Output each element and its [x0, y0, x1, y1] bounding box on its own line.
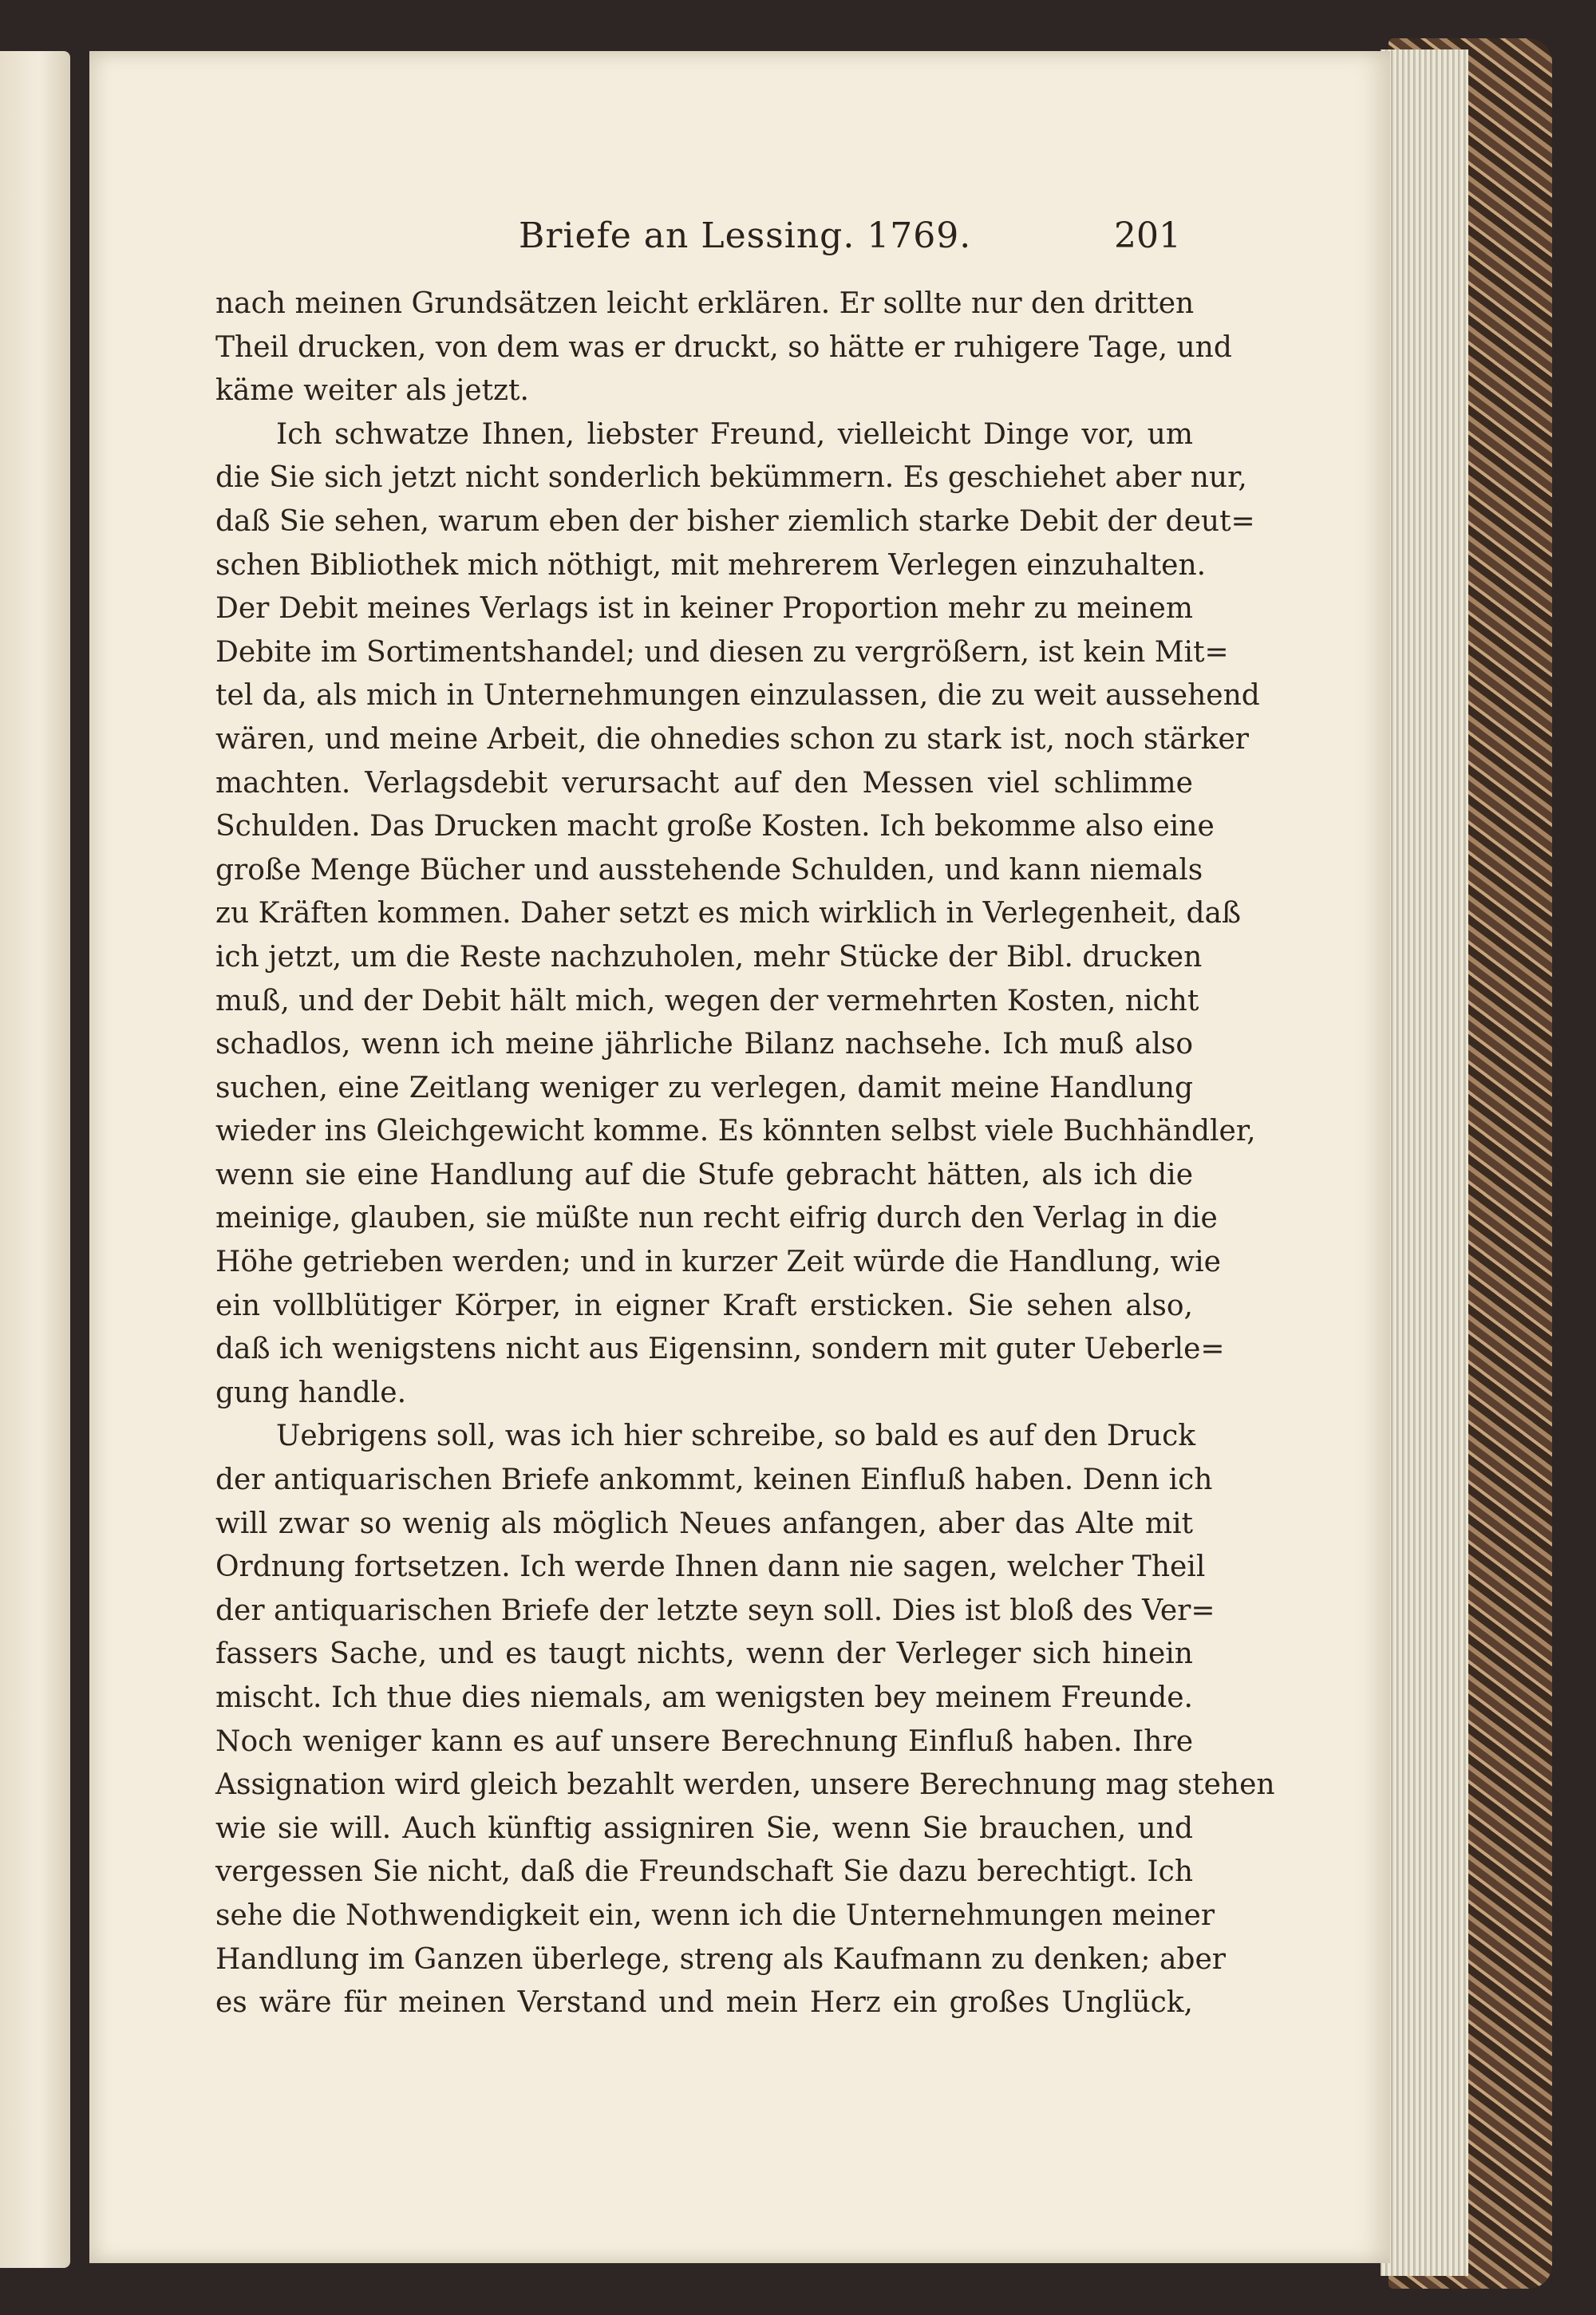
running-title: Briefe an Lessing. 1769. — [519, 215, 972, 256]
page-header — [519, 215, 1181, 260]
text-line: käme weiter als jetzt. — [215, 374, 529, 408]
page-number: 201 — [1114, 215, 1181, 256]
text-line: ein vollblütiger Körper, in eigner Kraft ersticken. Sie sehen also, — [215, 1289, 1193, 1322]
text-line: es wäre für meinen Verstand und mein Herz ein großes Unglück, — [215, 1986, 1193, 2020]
text-line: große Menge Bücher und ausstehende Schulden, und kann niemals — [215, 853, 1203, 887]
text-line: wie sie will. Auch künftig assigniren Sie, wenn Sie brauchen, und — [215, 1811, 1193, 1845]
text-line: Uebrigens soll, was ich hier schreibe, so bald es auf den Druck — [276, 1420, 1196, 1453]
text-line: vergessen Sie nicht, daß die Freundschaft Sie dazu berechtigt. Ich — [215, 1855, 1193, 1889]
text-line: Ich schwatze Ihnen, liebster Freund, vielleicht Dinge vor, um — [276, 417, 1193, 451]
text-line: mischt. Ich thue dies niemals, am wenigsten bey meinem Freunde. — [215, 1681, 1193, 1714]
text-line: Noch weniger kann es auf unsere Berechnung Einfluß haben. Ihre — [215, 1724, 1193, 1758]
text-line: zu Kräften kommen. Daher setzt es mich wirklich in Verlegenheit, daß — [215, 897, 1242, 930]
text-line: wären, und meine Arbeit, die ohnedies schon zu stark ist, noch stärker — [215, 722, 1249, 756]
text-line: Schulden. Das Drucken macht große Kosten. Ich bekomme also eine — [215, 810, 1215, 843]
text-line: Ordnung fortsetzen. Ich werde Ihnen dann nie sagen, welcher Theil — [215, 1551, 1206, 1584]
text-line: will zwar so wenig als möglich Neues anfangen, aber das Alte mit — [215, 1507, 1193, 1540]
text-line: daß Sie sehen, warum eben der bisher ziemlich starke Debit der deut= — [215, 504, 1255, 538]
text-line: schen Bibliothek mich nöthigt, mit mehrerem Verlegen einzuhalten. — [215, 548, 1207, 582]
text-line: sehe die Nothwendigkeit ein, wenn ich die Unternehmungen meiner — [215, 1898, 1215, 1932]
body-text — [215, 282, 1275, 2025]
text-line: Theil drucken, von dem was er druckt, so hätte er ruhigere Tage, und — [215, 330, 1232, 364]
text-line: nach meinen Grundsätzen leicht erklären. Er sollte nur den dritten — [215, 287, 1195, 320]
text-line: der antiquarischen Briefe ankommt, keinen Einfluß haben. Denn ich — [215, 1464, 1213, 1497]
page-edges — [1381, 49, 1468, 2276]
text-line: schadlos, wenn ich meine jährliche Bilanz nachsehe. Ich muß also — [215, 1028, 1193, 1061]
text-line: suchen, eine Zeitlang weniger zu verlegen, damit meine Handlung — [215, 1071, 1193, 1104]
text-line: Höhe getrieben werden; und in kurzer Zeit würde die Handlung, wie — [215, 1246, 1221, 1279]
text-line: Handlung im Ganzen überlege, streng als Kaufmann zu denken; aber — [215, 1942, 1226, 1976]
text-line: Debite im Sortimentshandel; und diesen zu vergrößern, ist kein Mit= — [215, 635, 1229, 669]
text-line: ich jetzt, um die Reste nachzuholen, mehr Stücke der Bibl. drucken — [215, 940, 1203, 974]
text-line: fassers Sache, und es taugt nichts, wenn der Verleger sich hinein — [215, 1637, 1193, 1671]
text-line: wieder ins Gleichgewicht komme. Es könnten selbst viele Buchhändler, — [215, 1115, 1256, 1148]
text-line: Der Debit meines Verlags ist in keiner Proportion mehr zu meinem — [215, 592, 1193, 626]
text-line: Assignation wird gleich bezahlt werden, unsere Berechnung mag stehen — [215, 1768, 1275, 1802]
text-line: machten. Verlagsdebit verursacht auf den Messen viel schlimme — [215, 766, 1193, 800]
text-line: die Sie sich jetzt nicht sonderlich bekümmern. Es geschiehet aber nur, — [215, 461, 1247, 495]
facing-page-edge — [0, 51, 70, 2268]
text-line: tel da, als mich in Unternehmungen einzulassen, die zu weit aussehend — [215, 679, 1260, 713]
text-line: daß ich wenigstens nicht aus Eigensinn, sondern mit guter Ueberle= — [215, 1333, 1225, 1366]
text-line: gung handle. — [215, 1376, 407, 1409]
text-line: meinige, glauben, sie müßte nun recht eifrig durch den Verlag in die — [215, 1202, 1218, 1235]
text-line: der antiquarischen Briefe der letzte seyn soll. Dies ist bloß des Ver= — [215, 1594, 1215, 1627]
text-line: muß, und der Debit hält mich, wegen der vermehrten Kosten, nicht — [215, 984, 1199, 1017]
text-line: wenn sie eine Handlung auf die Stufe gebracht hätten, als ich die — [215, 1158, 1193, 1191]
